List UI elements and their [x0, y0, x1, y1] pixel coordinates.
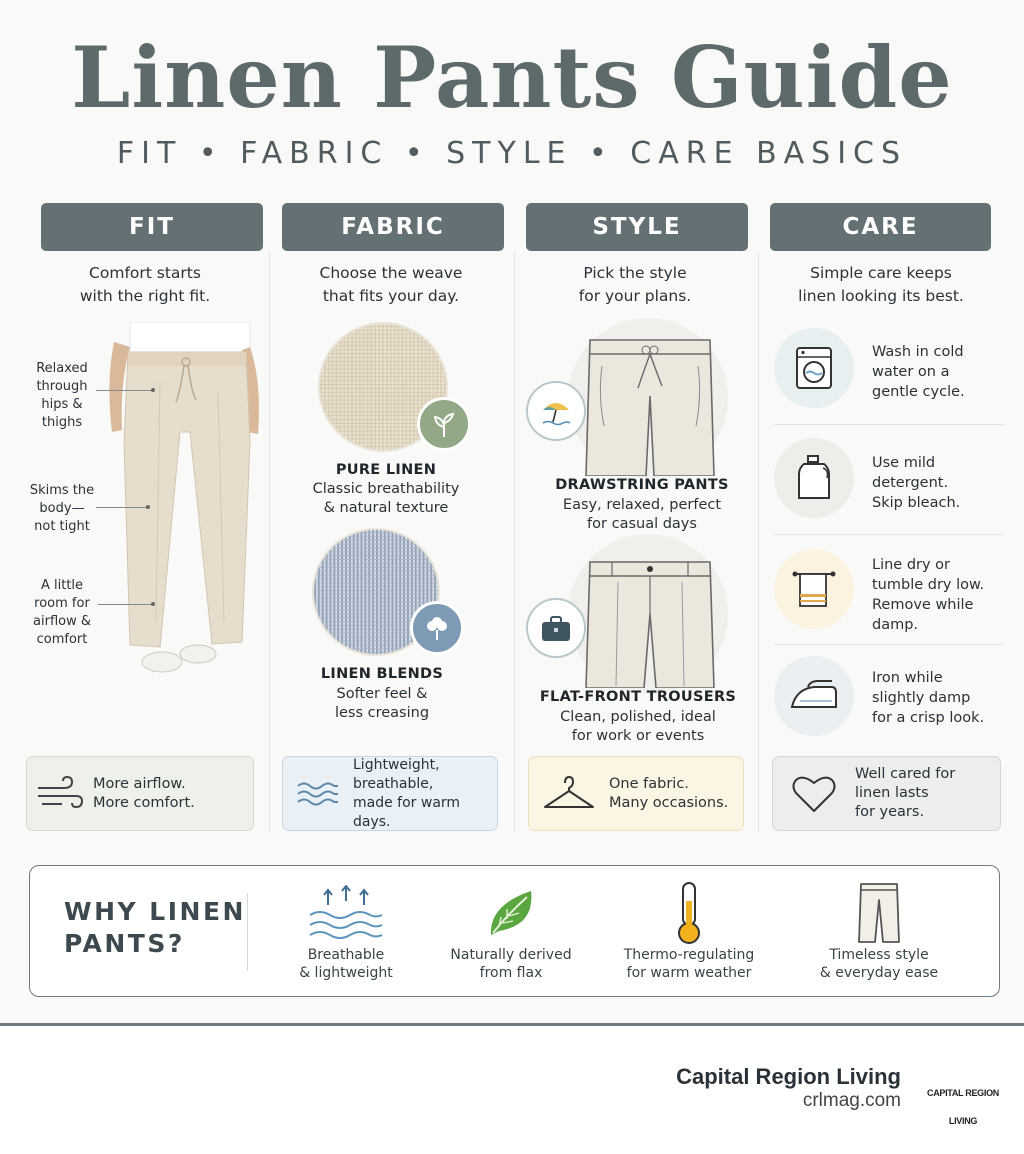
fit-callout	[26, 756, 254, 831]
heart-icon	[773, 774, 855, 814]
why-divider	[247, 893, 248, 971]
flat-front-trousers-title: FLAT-FRONT TROUSERS	[539, 689, 737, 705]
pants-icon	[794, 880, 964, 946]
flat-front-trousers-icon	[582, 558, 718, 688]
leader-line	[96, 390, 152, 391]
why-label: Naturally derived from flax	[450, 947, 572, 981]
page-subtitle: FIT • FABRIC • STYLE • CARE BASICS	[116, 136, 908, 171]
care-detergent-text: Use mild detergent. Skip bleach.	[872, 455, 961, 511]
page-title: Linen Pants Guide	[71, 28, 953, 127]
fabric-header: FABRIC	[282, 203, 504, 251]
pure-linen-title: PURE LINEN	[335, 462, 437, 478]
leader-dot	[151, 602, 155, 606]
care-callout-text: Well cared for linen lasts for years.	[855, 766, 956, 820]
brand-block	[676, 1064, 901, 1112]
leader-line	[96, 507, 148, 508]
linen-blends-title: LINEN BLENDS	[320, 666, 444, 682]
care-iron-text: Iron while slightly damp for a crisp look.	[872, 670, 985, 726]
towel-rack-icon	[774, 549, 854, 629]
care-callout	[772, 756, 1001, 831]
washing-machine-icon	[774, 328, 854, 408]
brand-name: Capital Region Living	[676, 1064, 901, 1089]
fit-header: FIT	[41, 203, 263, 251]
care-divider	[774, 424, 1004, 425]
style-callout-text: One fabric. Many occasions.	[609, 775, 729, 811]
brand-logo: CAPITAL REGION LIVING	[927, 1088, 999, 1126]
waves-icon	[283, 778, 353, 810]
pure-linen-desc: Classic breathability & natural texture	[312, 481, 460, 516]
why-label: Thermo-regulating for warm weather	[623, 947, 755, 981]
hanger-icon	[529, 774, 609, 814]
column-divider	[514, 252, 515, 832]
why-item-flax	[426, 880, 596, 982]
why-item-breathable	[261, 880, 431, 982]
beach-umbrella-icon	[526, 381, 586, 441]
fabric-callout	[282, 756, 498, 831]
fabric-callout-text: Lightweight, breathable, made for warm days.	[353, 756, 461, 830]
footer-rule	[0, 1023, 1024, 1026]
care-divider	[774, 644, 1004, 645]
linen-blends-desc: Softer feel & less creasing	[334, 686, 430, 721]
why-item-thermo	[604, 880, 774, 982]
why-item-timeless	[794, 880, 964, 982]
drawstring-pants-icon	[580, 336, 720, 476]
leader-dot	[146, 505, 150, 509]
iron-icon	[774, 656, 854, 736]
drawstring-pants-title: DRAWSTRING PANTS	[555, 477, 729, 493]
style-header: STYLE	[526, 203, 748, 251]
care-divider	[774, 534, 1004, 535]
plant-icon	[417, 397, 471, 451]
care-header: CARE	[770, 203, 991, 251]
care-dry-text: Line dry or tumble dry low. Remove while damp.	[872, 557, 985, 633]
why-label: Breathable & lightweight	[299, 947, 393, 981]
why-label: Timeless style & everyday ease	[819, 947, 939, 981]
fit-callout-text: More airflow. More comfort.	[93, 775, 195, 811]
drawstring-pants-desc: Easy, relaxed, perfect for casual days	[562, 497, 722, 532]
care-intro: Simple care keeps linen looking its best.	[798, 264, 964, 305]
leader-line	[98, 604, 152, 605]
why-linen-title: WHY LINEN PANTS?	[64, 897, 246, 958]
detergent-bottle-icon	[774, 438, 854, 518]
column-divider	[758, 252, 759, 832]
fit-intro: Comfort starts with the right fit.	[79, 264, 211, 305]
brand-url: crlmag.com	[802, 1090, 901, 1111]
leader-dot	[151, 388, 155, 392]
fit-note-hips: Relaxed through hips & thighs	[36, 361, 88, 430]
style-intro: Pick the style for your plans.	[578, 264, 692, 305]
care-wash-text: Wash in cold water on a gentle cycle.	[872, 344, 965, 400]
leaf-icon	[426, 880, 596, 946]
cotton-flower-icon	[410, 601, 464, 655]
fit-note-room: A little room for airflow & comfort	[33, 578, 91, 647]
style-callout	[528, 756, 744, 831]
thermometer-icon	[604, 880, 774, 946]
breathable-waves-icon	[261, 880, 431, 946]
wind-icon	[27, 774, 93, 814]
briefcase-icon	[526, 598, 586, 658]
flat-front-trousers-desc: Clean, polished, ideal for work or events	[560, 709, 716, 744]
fit-note-body: Skims the body— not tight	[29, 483, 95, 534]
fabric-intro: Choose the weave that fits your day.	[319, 264, 463, 305]
